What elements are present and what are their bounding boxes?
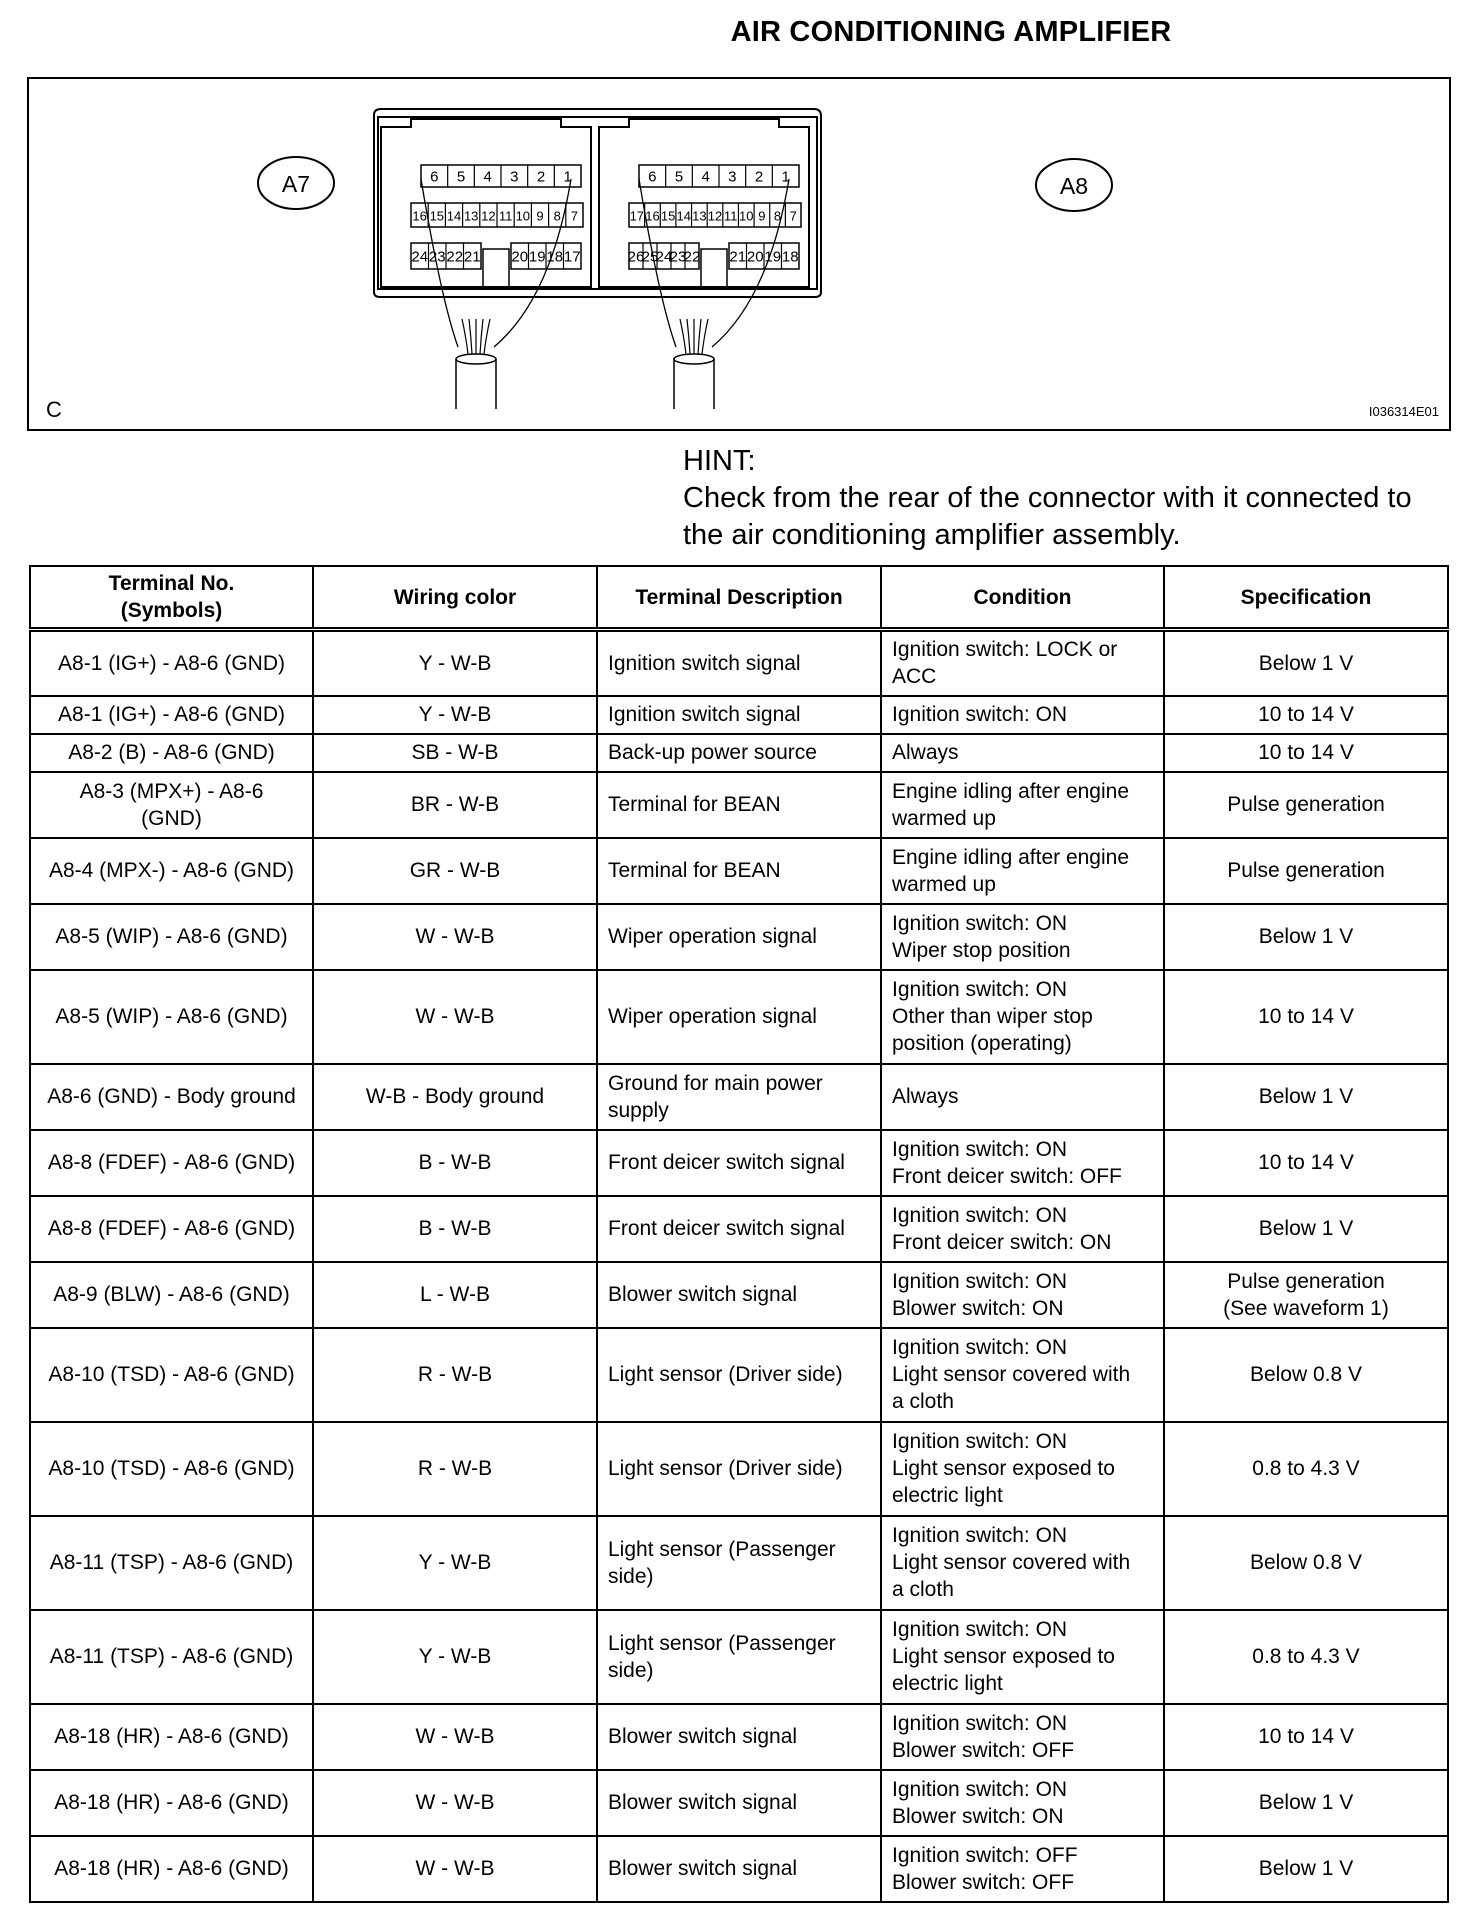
cell-condition: Ignition switch: ON Light sensor exposed to electric light xyxy=(881,1610,1164,1704)
pin-label: 24 xyxy=(411,248,429,266)
cell-specification: 10 to 14 V xyxy=(1164,1704,1448,1770)
cell-condition: Ignition switch: ON Other than wiper stop position (operating) xyxy=(881,970,1164,1064)
pin-label: 9 xyxy=(758,208,766,224)
pin-label: 2 xyxy=(536,168,546,186)
table-row xyxy=(30,838,1448,904)
pin-label: 22 xyxy=(446,248,464,266)
cell-wiring-color: Y - W-B xyxy=(313,630,597,696)
pin-label: 23 xyxy=(669,248,687,266)
cell-wiring-color: R - W-B xyxy=(313,1422,597,1516)
cell-wiring-color: W-B - Body ground xyxy=(313,1064,597,1130)
cell-specification: Below 1 V xyxy=(1164,1064,1448,1130)
cell-condition: Always xyxy=(881,1064,1164,1130)
pin-label: 16 xyxy=(645,208,660,224)
cell-description: Ignition switch signal xyxy=(597,630,881,696)
pin-label: 4 xyxy=(701,168,710,186)
pin-label: 26 xyxy=(627,248,645,266)
pin-label: 12 xyxy=(481,208,496,224)
cell-specification: 10 to 14 V xyxy=(1164,696,1448,734)
cell-specification: 10 to 14 V xyxy=(1164,1130,1448,1196)
cell-condition: Ignition switch: ON Front deicer switch: OFF xyxy=(881,1130,1164,1196)
cell-description: Blower switch signal xyxy=(597,1262,881,1328)
pin-label: 6 xyxy=(648,168,657,186)
pin-label: 17 xyxy=(629,208,645,224)
pin-label: 1 xyxy=(563,168,572,186)
cell-condition: Ignition switch: ON Blower switch: ON xyxy=(881,1262,1164,1328)
pin-label: 5 xyxy=(674,168,684,186)
cell-description: Light sensor (Driver side) xyxy=(597,1328,881,1422)
table-row xyxy=(30,970,1448,1064)
cell-description: Blower switch signal xyxy=(597,1770,881,1836)
cell-specification: Below 1 V xyxy=(1164,1196,1448,1262)
cell-condition: Ignition switch: ON Light sensor exposed to electric light xyxy=(881,1422,1164,1516)
page-title xyxy=(0,16,1472,49)
pin-label: 14 xyxy=(446,208,462,224)
pin-label: 1 xyxy=(781,168,790,186)
connector-label-a7: A7 xyxy=(281,171,311,197)
pin-label: 15 xyxy=(660,208,676,224)
connector-figure xyxy=(27,77,1451,431)
pin-label: 19 xyxy=(528,248,546,266)
cell-terminal: A8-11 (TSP) - A8-6 (GND) xyxy=(30,1516,313,1610)
cell-specification: Below 1 V xyxy=(1164,1836,1448,1902)
table-row xyxy=(30,1328,1448,1422)
pin-label: 20 xyxy=(511,248,529,266)
table-row xyxy=(30,1516,1448,1610)
cell-terminal: A8-3 (MPX+) - A8-6 (GND) xyxy=(30,772,313,838)
cell-wiring-color: W - W-B xyxy=(313,1770,597,1836)
pin-label: 7 xyxy=(789,208,797,224)
cell-terminal: A8-11 (TSP) - A8-6 (GND) xyxy=(30,1610,313,1704)
cell-specification: Pulse generation xyxy=(1164,772,1448,838)
cell-specification: 0.8 to 4.3 V xyxy=(1164,1422,1448,1516)
table-row xyxy=(30,904,1448,970)
cell-condition: Ignition switch: OFF Blower switch: OFF xyxy=(881,1836,1164,1902)
header-specification: Specification xyxy=(1164,566,1448,630)
table-row xyxy=(30,734,1448,772)
cell-condition: Ignition switch: ON Light sensor covered with a cloth xyxy=(881,1328,1164,1422)
cell-description: Blower switch signal xyxy=(597,1836,881,1902)
pin-label: 4 xyxy=(483,168,492,186)
cell-description: Ground for main power supply xyxy=(597,1064,881,1130)
pin-label: 14 xyxy=(676,208,691,224)
cell-specification: Pulse generation xyxy=(1164,838,1448,904)
header-wiring-color: Wiring color xyxy=(313,566,597,630)
cell-wiring-color: L - W-B xyxy=(313,1262,597,1328)
table-header-row xyxy=(30,566,1448,630)
cell-terminal: A8-6 (GND) - Body ground xyxy=(30,1064,313,1130)
cell-description: Light sensor (Passenger side) xyxy=(597,1516,881,1610)
header-condition: Condition xyxy=(881,566,1164,630)
cell-terminal: A8-4 (MPX-) - A8-6 (GND) xyxy=(30,838,313,904)
cell-wiring-color: Y - W-B xyxy=(313,1610,597,1704)
pin-label: 6 xyxy=(430,168,439,186)
connector-a8 xyxy=(599,119,809,409)
pin-label: 8 xyxy=(773,208,782,224)
cell-terminal: A8-1 (IG+) - A8-6 (GND) xyxy=(30,630,313,696)
cell-wiring-color: W - W-B xyxy=(313,1836,597,1902)
cell-specification: Below 0.8 V xyxy=(1164,1516,1448,1610)
table-row xyxy=(30,1836,1448,1902)
cell-wiring-color: SB - W-B xyxy=(313,734,597,772)
pin-label: 7 xyxy=(570,208,579,224)
pin-label: 20 xyxy=(746,248,764,266)
cell-specification: 10 to 14 V xyxy=(1164,734,1448,772)
cell-description: Terminal for BEAN xyxy=(597,838,881,904)
cell-wiring-color: B - W-B xyxy=(313,1196,597,1262)
cell-wiring-color: BR - W-B xyxy=(313,772,597,838)
table-row xyxy=(30,1422,1448,1516)
cell-condition: Engine idling after engine warmed up xyxy=(881,838,1164,904)
cell-wiring-color: Y - W-B xyxy=(313,1516,597,1610)
table-row xyxy=(30,1130,1448,1196)
header-terminal: Terminal No. (Symbols) xyxy=(30,566,313,630)
hint-line-2: the air conditioning amplifier assembly. xyxy=(683,519,1181,551)
table-row xyxy=(30,1770,1448,1836)
pin-label: 11 xyxy=(723,208,738,224)
cell-description: Front deicer switch signal xyxy=(597,1196,881,1262)
cell-description: Terminal for BEAN xyxy=(597,772,881,838)
cell-terminal: A8-5 (WIP) - A8-6 (GND) xyxy=(30,970,313,1064)
pin-label: 22 xyxy=(683,248,701,266)
table-row xyxy=(30,1196,1448,1262)
pin-label: 3 xyxy=(510,168,519,186)
header-terminal-description: Terminal Description xyxy=(597,566,881,630)
cell-terminal: A8-8 (FDEF) - A8-6 (GND) xyxy=(30,1130,313,1196)
cell-description: Ignition switch signal xyxy=(597,696,881,734)
cell-specification: 0.8 to 4.3 V xyxy=(1164,1610,1448,1704)
cell-wiring-color: W - W-B xyxy=(313,904,597,970)
figure-code: I036314E01 xyxy=(1368,404,1439,419)
cell-terminal: A8-10 (TSD) - A8-6 (GND) xyxy=(30,1328,313,1422)
cell-terminal: A8-18 (HR) - A8-6 (GND) xyxy=(30,1704,313,1770)
table-row xyxy=(30,1610,1448,1704)
pin-label: 5 xyxy=(456,168,466,186)
pin-label: 11 xyxy=(498,208,513,224)
page-title-text: AIR CONDITIONING AMPLIFIER xyxy=(730,16,1172,48)
pin-label: 13 xyxy=(692,208,707,224)
pin-label: 18 xyxy=(546,248,564,266)
cell-wiring-color: GR - W-B xyxy=(313,838,597,904)
cell-terminal: A8-10 (TSD) - A8-6 (GND) xyxy=(30,1422,313,1516)
cell-terminal: A8-8 (FDEF) - A8-6 (GND) xyxy=(30,1196,313,1262)
pin-label: 24 xyxy=(655,248,673,266)
cell-specification: Below 1 V xyxy=(1164,1770,1448,1836)
cell-terminal: A8-1 (IG+) - A8-6 (GND) xyxy=(30,696,313,734)
pin-label: 15 xyxy=(429,208,445,224)
cell-condition: Ignition switch: ON Blower switch: ON xyxy=(881,1770,1164,1836)
table-row xyxy=(30,1064,1448,1130)
cell-specification: Below 1 V xyxy=(1164,630,1448,696)
cell-specification: Below 0.8 V xyxy=(1164,1328,1448,1422)
table-row xyxy=(30,1704,1448,1770)
cell-description: Light sensor (Passenger side) xyxy=(597,1610,881,1704)
pin-label: 3 xyxy=(728,168,737,186)
cell-description: Blower switch signal xyxy=(597,1704,881,1770)
cell-description: Wiper operation signal xyxy=(597,904,881,970)
cell-description: Light sensor (Driver side) xyxy=(597,1422,881,1516)
pin-label: 10 xyxy=(739,208,754,224)
connector-a7 xyxy=(381,119,591,409)
pin-label: 23 xyxy=(428,248,446,266)
pin-label: 13 xyxy=(463,208,479,224)
cell-condition: Ignition switch: LOCK or ACC xyxy=(881,630,1164,696)
cell-condition: Always xyxy=(881,734,1164,772)
pin-label: 25 xyxy=(641,248,659,266)
hint-block xyxy=(683,443,1412,554)
hint-line-1: Check from the rear of the connector with it connected to xyxy=(683,482,1412,514)
table-row xyxy=(30,772,1448,838)
cell-condition: Ignition switch: ON Wiper stop position xyxy=(881,904,1164,970)
hint-title: HINT: xyxy=(683,445,756,477)
table-body xyxy=(30,630,1448,1902)
cell-wiring-color: Y - W-B xyxy=(313,696,597,734)
table-row xyxy=(30,1262,1448,1328)
pin-label: 21 xyxy=(463,248,481,266)
table-row xyxy=(30,696,1448,734)
cell-terminal: A8-18 (HR) - A8-6 (GND) xyxy=(30,1836,313,1902)
cell-description: Front deicer switch signal xyxy=(597,1130,881,1196)
figure-corner-label: C xyxy=(46,397,62,422)
cell-terminal: A8-18 (HR) - A8-6 (GND) xyxy=(30,1770,313,1836)
cell-wiring-color: B - W-B xyxy=(313,1130,597,1196)
cell-wiring-color: W - W-B xyxy=(313,970,597,1064)
cell-description: Back-up power source xyxy=(597,734,881,772)
terminal-table xyxy=(29,565,1449,1903)
connector-label-a8: A8 xyxy=(1059,173,1089,199)
cell-terminal: A8-9 (BLW) - A8-6 (GND) xyxy=(30,1262,313,1328)
cell-description: Wiper operation signal xyxy=(597,970,881,1064)
cell-condition: Engine idling after engine warmed up xyxy=(881,772,1164,838)
pin-label: 10 xyxy=(515,208,531,224)
cell-specification: Below 1 V xyxy=(1164,904,1448,970)
pin-label: 9 xyxy=(536,208,544,224)
pin-label: 8 xyxy=(553,208,561,224)
cell-specification: Pulse generation (See waveform 1) xyxy=(1164,1262,1448,1328)
cell-condition: Ignition switch: ON xyxy=(881,696,1164,734)
table-row xyxy=(30,630,1448,696)
connector-diagram xyxy=(29,79,1449,429)
cell-terminal: A8-5 (WIP) - A8-6 (GND) xyxy=(30,904,313,970)
cell-condition: Ignition switch: ON Front deicer switch: ON xyxy=(881,1196,1164,1262)
cell-condition: Ignition switch: ON Blower switch: OFF xyxy=(881,1704,1164,1770)
cell-condition: Ignition switch: ON Light sensor covered with a cloth xyxy=(881,1516,1164,1610)
pin-label: 16 xyxy=(412,208,427,224)
cell-specification: 10 to 14 V xyxy=(1164,970,1448,1064)
pin-label: 2 xyxy=(754,168,764,186)
pin-label: 18 xyxy=(781,248,799,266)
pin-label: 17 xyxy=(563,248,581,266)
pin-label: 21 xyxy=(729,248,747,266)
pin-label: 12 xyxy=(707,208,723,224)
pin-label: 19 xyxy=(764,248,782,266)
cell-wiring-color: R - W-B xyxy=(313,1328,597,1422)
cell-terminal: A8-2 (B) - A8-6 (GND) xyxy=(30,734,313,772)
cell-wiring-color: W - W-B xyxy=(313,1704,597,1770)
